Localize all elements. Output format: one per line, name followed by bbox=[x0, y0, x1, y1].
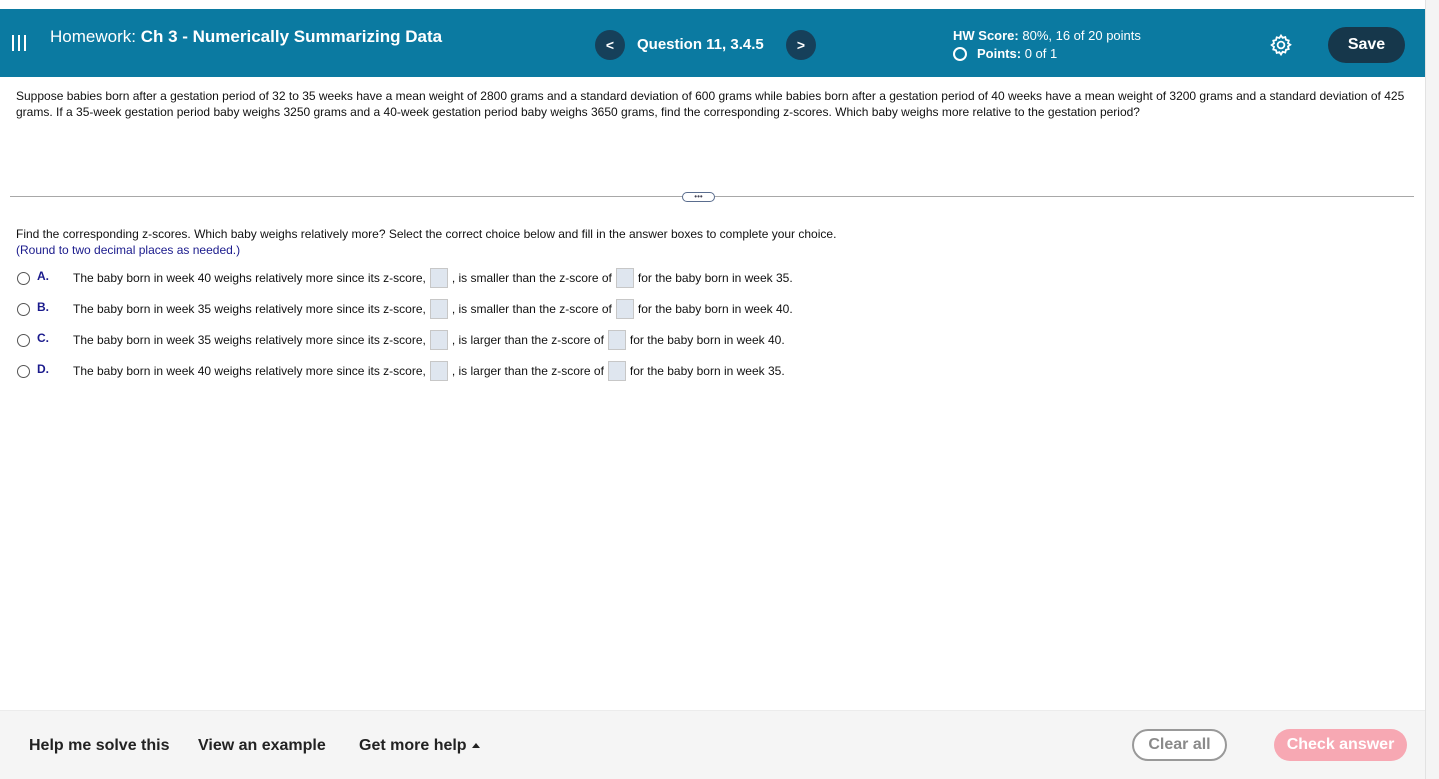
next-question-button[interactable]: > bbox=[786, 30, 816, 60]
score-block bbox=[953, 27, 1141, 63]
previous-question-button[interactable]: < bbox=[595, 30, 625, 60]
homework-name: Ch 3 - Numerically Summarizing Data bbox=[140, 27, 443, 46]
get-more-help-button[interactable] bbox=[359, 737, 480, 755]
homework-label: Homework: bbox=[50, 27, 136, 46]
hw-score-label: HW Score: bbox=[953, 28, 1019, 43]
question-prompt: Suppose babies born after a gestation period of 32 to 35 weeks have a mean weight of 2800 grams and a standard deviation of 600 grams while babies born after a gestation period of 40 weeks have a mean weight of 3200 grams and a standard deviation of 425 grams. If a 35-week gestation period baby weighs 3250 grams and a 40-week gestation period baby weighs 3650 grams, find the corresponding z-scores. Which baby weighs more relative to the gestation period? bbox=[16, 89, 1405, 119]
settings-gear-icon[interactable] bbox=[1269, 33, 1293, 57]
choice-c-text-2: , is larger than the z-score of bbox=[451, 333, 604, 347]
choice-b-answer-box-1[interactable] bbox=[430, 299, 448, 319]
choice-b-radio[interactable] bbox=[17, 303, 30, 316]
choice-b-text-1: The baby born in week 35 weighs relatively more since its z-score, bbox=[73, 302, 426, 316]
choice-b-answer-box-2[interactable] bbox=[616, 299, 634, 319]
choice-a-text-1: The baby born in week 40 weighs relatively more since its z-score, bbox=[73, 271, 426, 285]
choice-a-letter: A. bbox=[37, 268, 49, 283]
points-row bbox=[953, 45, 1141, 63]
choice-c-answer-box-2[interactable] bbox=[608, 330, 626, 350]
choice-b-text-3: for the baby born in week 40. bbox=[637, 302, 793, 316]
save-button[interactable]: Save bbox=[1328, 27, 1405, 63]
clear-all-button[interactable]: Clear all bbox=[1132, 729, 1227, 761]
hw-score-value: 80%, 16 of 20 points bbox=[1022, 28, 1141, 43]
choice-a-answer-box-1[interactable] bbox=[430, 268, 448, 288]
choice-a-radio[interactable] bbox=[17, 272, 30, 285]
view-example-button[interactable]: View an example bbox=[198, 737, 326, 754]
menu-icon[interactable] bbox=[12, 35, 26, 51]
check-answer-button[interactable]: Check answer bbox=[1274, 729, 1407, 761]
choice-a-text-3: for the baby born in week 35. bbox=[637, 271, 793, 285]
header-bar bbox=[0, 9, 1425, 77]
get-more-help-label: Get more help bbox=[359, 737, 467, 754]
right-scrollbar[interactable] bbox=[1425, 0, 1439, 779]
footer-bar bbox=[0, 710, 1425, 779]
choice-d-letter: D. bbox=[37, 361, 49, 376]
choice-a-text-2: , is smaller than the z-score of bbox=[451, 271, 612, 285]
caret-up-icon bbox=[472, 743, 480, 748]
choice-d-radio[interactable] bbox=[17, 365, 30, 378]
choice-d-text-2: , is larger than the z-score of bbox=[451, 364, 604, 378]
choice-c-answer-box-1[interactable] bbox=[430, 330, 448, 350]
choice-c-letter: C. bbox=[37, 330, 49, 345]
choice-d[interactable] bbox=[17, 361, 785, 381]
choice-d-text-1: The baby born in week 40 weighs relatively more since its z-score, bbox=[73, 364, 426, 378]
choice-b[interactable] bbox=[17, 299, 793, 319]
points-value: 0 of 1 bbox=[1024, 46, 1058, 61]
answer-instruction: Find the corresponding z-scores. Which baby weighs relatively more? Select the correct choice below and fill in the answer boxes to complete your choice. bbox=[16, 227, 837, 241]
divider-handle[interactable]: ••• bbox=[682, 192, 715, 202]
choice-c-text-1: The baby born in week 35 weighs relatively more since its z-score, bbox=[73, 333, 426, 347]
points-status-icon bbox=[953, 47, 967, 61]
choice-d-answer-box-2[interactable] bbox=[608, 361, 626, 381]
choice-b-letter: B. bbox=[37, 299, 49, 314]
help-me-solve-button[interactable]: Help me solve this bbox=[29, 737, 170, 754]
choice-a[interactable] bbox=[17, 268, 793, 288]
choice-c-radio[interactable] bbox=[17, 334, 30, 347]
rounding-note: (Round to two decimal places as needed.) bbox=[16, 243, 241, 257]
choice-d-answer-box-1[interactable] bbox=[430, 361, 448, 381]
choice-a-answer-box-2[interactable] bbox=[616, 268, 634, 288]
choice-d-text-3: for the baby born in week 35. bbox=[629, 364, 785, 378]
choice-b-text-2: , is smaller than the z-score of bbox=[451, 302, 612, 316]
choice-c-text-3: for the baby born in week 40. bbox=[629, 333, 785, 347]
points-label: Points: bbox=[977, 46, 1022, 61]
question-label: Question 11, 3.4.5 bbox=[637, 36, 764, 53]
choice-c[interactable] bbox=[17, 330, 785, 350]
hw-score bbox=[953, 27, 1141, 45]
top-strip bbox=[0, 0, 1439, 9]
homework-title bbox=[50, 27, 470, 46]
